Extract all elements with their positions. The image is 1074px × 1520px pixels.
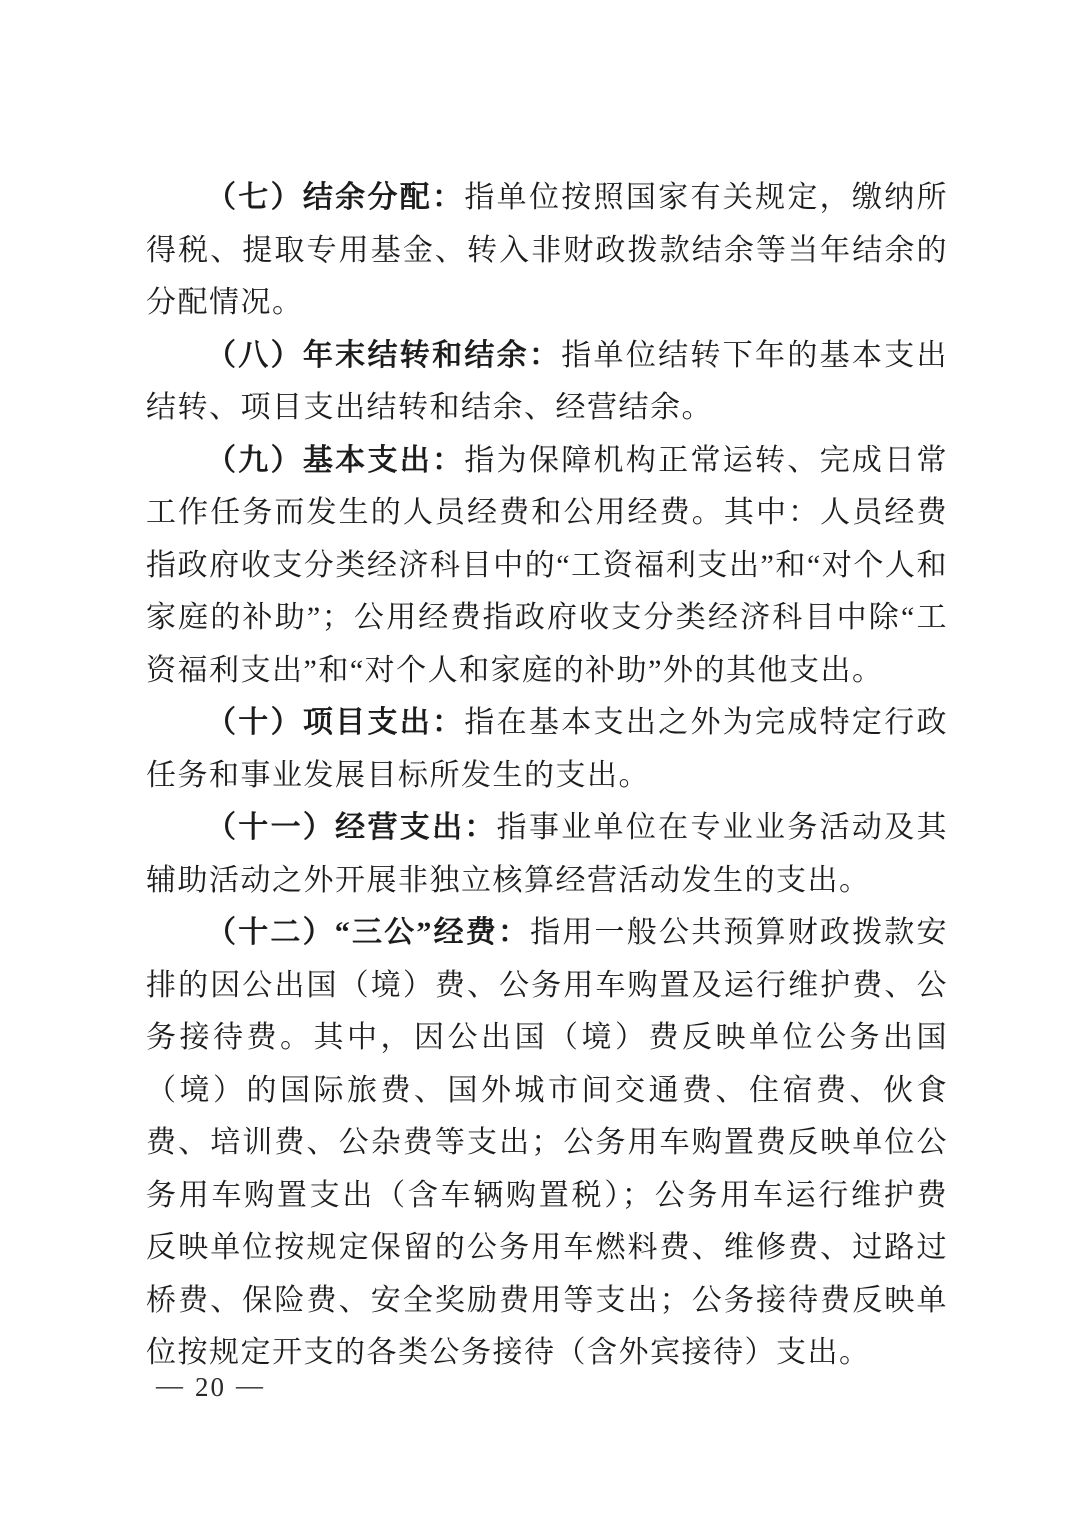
definition-text: 指单位结转下年的基本支出结转、项目支出结转和结余、经营结余。 bbox=[146, 338, 948, 424]
footer-left-dash: — bbox=[156, 1370, 185, 1400]
definition-paragraph-8 bbox=[146, 330, 948, 435]
definition-paragraph-10 bbox=[146, 697, 948, 802]
definition-term: （八）年末结转和结余： bbox=[206, 338, 562, 372]
page-number: 20 bbox=[195, 1372, 226, 1402]
definition-term: （十一）经营支出： bbox=[206, 811, 497, 844]
definition-text: 指单位按照国家有关规定，缴纳所得税、提取专用基金、转入非财政拨款结余等当年结余的分配情况。 bbox=[146, 181, 949, 319]
footer-right-dash: — bbox=[236, 1370, 265, 1400]
page-footer bbox=[146, 1372, 275, 1403]
definition-paragraph-7 bbox=[146, 172, 948, 330]
definition-paragraph-11 bbox=[146, 802, 948, 907]
definition-term: （十二）“三公”经费： bbox=[206, 916, 531, 949]
definition-term: （十）项目支出： bbox=[206, 706, 465, 739]
definition-term: （九）基本支出： bbox=[206, 443, 465, 477]
definition-term: （七）结余分配： bbox=[206, 181, 465, 214]
definition-text: 指在基本支出之外为完成特定行政任务和事业发展目标所发生的支出。 bbox=[146, 706, 949, 792]
document-body bbox=[146, 172, 948, 1380]
definition-text: 指事业单位在专业业务活动及其辅助活动之外开展非独立核算经营活动发生的支出。 bbox=[146, 811, 949, 897]
definition-text: 指用一般公共预算财政拨款安排的因公出国（境）费、公务用车购置及运行维护费、公务接待费。其中，因公出国（境）费反映单位公务出国（境）的国际旅费、国外城市间交通费、住宿费、伙食费、培训费、公杂费等支出；公务用车购置费反映单位公务用车购置支出（含车辆购置税）；公务用车运行维护费反映单位按规定保留的公务用车燃料费、维修费、过路过桥费、保险费、安全奖励费用等支出；公务接待费反映单位按规定开支的各类公务接待（含外宾接待）支出。 bbox=[146, 916, 949, 1369]
definition-paragraph-9 bbox=[146, 435, 948, 698]
definition-paragraph-12 bbox=[146, 907, 948, 1380]
definition-text: 指为保障机构正常运转、完成日常工作任务而发生的人员经费和公用经费。其中：人员经费指政府收支分类经济科目中的“工资福利支出”和“对个人和家庭的补助”；公用经费指政府收支分类经济科目中除“工资福利支出”和“对个人和家庭的补助”外的其他支出。 bbox=[146, 443, 949, 687]
